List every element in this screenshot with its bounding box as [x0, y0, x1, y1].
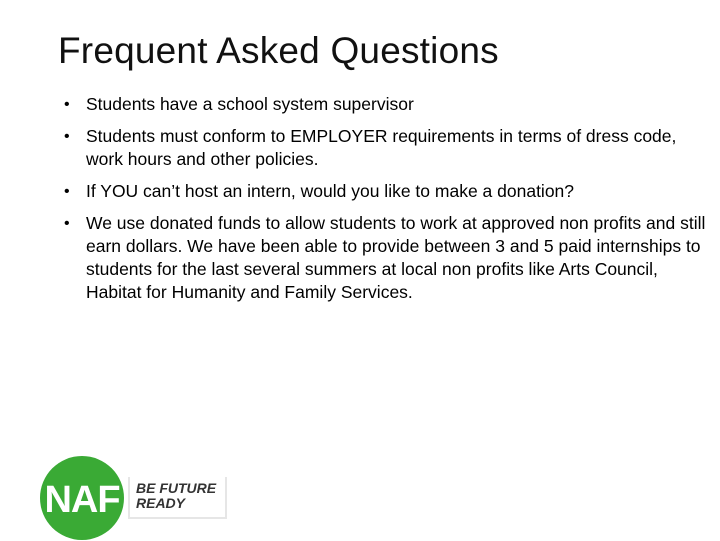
logo-brand-text: NAF: [44, 479, 120, 521]
bullet-dot-icon: •: [64, 215, 70, 232]
bullet-dot-icon: •: [64, 183, 70, 200]
naf-logo-icon: [38, 455, 126, 541]
logo-tagline-line1: BE FUTURE: [136, 480, 217, 496]
bullet-text: Students have a school system supervisor: [86, 94, 414, 114]
naf-logo: [38, 455, 223, 541]
bullet-item: [60, 212, 712, 304]
logo-tagline-box: [128, 477, 227, 519]
bullet-text: If YOU can’t host an intern, would you like to make a donation?: [86, 181, 575, 201]
bullet-item: [60, 93, 712, 116]
bullet-item: [60, 180, 712, 203]
bullet-dot-icon: •: [64, 96, 70, 113]
bullet-list: [60, 93, 712, 313]
bullet-dot-icon: •: [64, 128, 70, 145]
logo-tagline: [136, 481, 216, 511]
slide-title: Frequent Asked Questions: [58, 30, 499, 71]
bullet-text: We use donated funds to allow students to work at approved non profits and still earn dollars. We have been able to provide between 3 and 5 paid internships to students for the last several summers at local non profits like Arts Council, Habitat for Humanity and Family Services.: [86, 213, 706, 302]
bullet-text: Students must conform to EMPLOYER requirements in terms of dress code, work hours and other policies.: [86, 126, 677, 169]
bullet-item: [60, 125, 712, 171]
logo-tagline-line2: READY: [136, 495, 186, 511]
